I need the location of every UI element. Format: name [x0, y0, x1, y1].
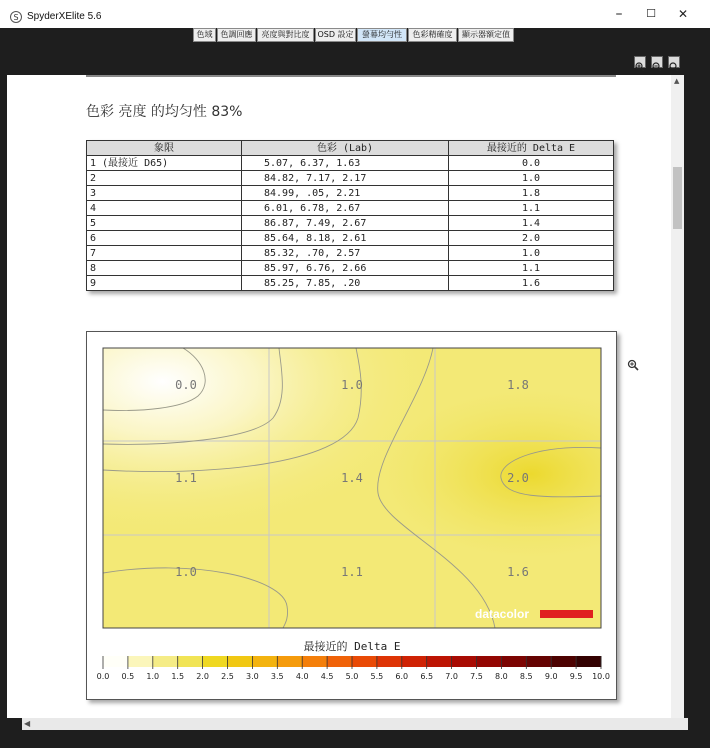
- lab-cell: 85.97, 6.76, 2.66: [242, 261, 449, 276]
- delta-e-cell: 1.6: [449, 276, 614, 291]
- tab-osd-settings[interactable]: OSD 設定: [315, 28, 356, 42]
- colorbar-tick-label: 6.5: [420, 672, 434, 681]
- delta-e-cell: 1.1: [449, 201, 614, 216]
- report-page: [7, 75, 671, 718]
- table-row: [87, 276, 614, 291]
- quadrant-cell: 6: [87, 231, 242, 246]
- quadrant-cell: 8: [87, 261, 242, 276]
- delta-e-cell: 1.1: [449, 261, 614, 276]
- title-bar: [0, 0, 710, 28]
- colorbar-tick-label: 4.0: [295, 672, 309, 681]
- brand-logo-bar: [540, 610, 593, 618]
- magnifier-icon[interactable]: [627, 359, 639, 374]
- colorbar-segment: [252, 656, 277, 667]
- colorbar-segment: [327, 656, 352, 667]
- table-row: [87, 156, 614, 171]
- colorbar-segment: [501, 656, 526, 667]
- colorbar-tick-label: 4.5: [320, 672, 334, 681]
- colorbar-tick-label: 3.5: [270, 672, 284, 681]
- cell-label: 1.0: [341, 378, 363, 392]
- colorbar-tick-label: 5.0: [345, 672, 359, 681]
- quadrant-table: [86, 140, 614, 291]
- colorbar-tick-label: 8.0: [495, 672, 508, 681]
- colorbar-segment: [477, 656, 502, 667]
- cell-label: 2.0: [507, 471, 529, 485]
- tab-screen-uniformity[interactable]: 螢幕均勻性: [357, 28, 407, 42]
- colorbar-segment: [551, 656, 576, 667]
- cell-label: 1.6: [507, 565, 529, 579]
- colorbar-tick-label: 5.5: [370, 672, 384, 681]
- colorbar-segment: [277, 656, 302, 667]
- colorbar: [97, 656, 610, 681]
- tab-display-rating[interactable]: 顯示器額定值: [458, 28, 514, 42]
- close-button[interactable]: ✕: [677, 7, 689, 21]
- lab-cell: 84.99, .05, 2.21: [242, 186, 449, 201]
- table-row: [87, 246, 614, 261]
- table-row: [87, 186, 614, 201]
- lab-cell: 85.64, 8.18, 2.61: [242, 231, 449, 246]
- col-header-quadrant: 象限: [87, 141, 242, 156]
- table-row: [87, 171, 614, 186]
- colorbar-segment: [103, 656, 128, 667]
- uniformity-chart: [87, 332, 616, 699]
- uniformity-heading: 色彩 亮度 的均匀性 83%: [86, 104, 243, 120]
- cell-label: 1.4: [341, 471, 363, 485]
- col-header-lab: 色彩 (Lab): [242, 141, 449, 156]
- colorbar-segment: [228, 656, 253, 667]
- zoom-fit-icon[interactable]: [668, 56, 680, 68]
- delta-e-cell: 1.8: [449, 186, 614, 201]
- cell-label: 0.0: [175, 378, 197, 392]
- scroll-up-arrow-icon[interactable]: ▲: [674, 77, 680, 85]
- delta-e-cell: 0.0: [449, 156, 614, 171]
- lab-cell: 86.87, 7.49, 2.67: [242, 216, 449, 231]
- zoom-in-icon[interactable]: [634, 56, 646, 68]
- colorbar-tick-label: 10.0: [592, 672, 610, 681]
- colorbar-segment: [452, 656, 477, 667]
- delta-e-cell: 1.0: [449, 246, 614, 261]
- lab-cell: 5.07, 6.37, 1.63: [242, 156, 449, 171]
- lab-cell: 6.01, 6.78, 2.67: [242, 201, 449, 216]
- vertical-scrollbar[interactable]: [671, 75, 684, 718]
- brand-logo-text: datacolor: [475, 607, 530, 621]
- quadrant-cell: 3: [87, 186, 242, 201]
- colorbar-tick-label: 2.5: [221, 672, 234, 681]
- colorbar-segment: [576, 656, 601, 667]
- tab-color-accuracy[interactable]: 色彩精確度: [408, 28, 457, 42]
- cell-label: 1.8: [507, 378, 529, 392]
- colorbar-tick-label: 3.0: [246, 672, 259, 681]
- colorbar-tick-label: 9.0: [544, 672, 558, 681]
- colorbar-segment: [203, 656, 228, 667]
- table-row: [87, 231, 614, 246]
- col-header-delta-e: 最接近的 Delta E: [449, 141, 614, 156]
- cell-label: 1.1: [341, 565, 363, 579]
- colorbar-tick-label: 7.0: [445, 672, 458, 681]
- colorbar-segment: [128, 656, 153, 667]
- table-header-row: [87, 141, 614, 156]
- colorbar-segment: [402, 656, 427, 667]
- uniformity-chart-frame: [86, 331, 617, 700]
- colorbar-segment: [526, 656, 551, 667]
- colorbar-segment: [377, 656, 402, 667]
- tab-strip: [0, 28, 710, 43]
- zoom-out-icon[interactable]: [651, 56, 663, 68]
- colorbar-tick-label: 1.5: [171, 672, 185, 681]
- lab-cell: 85.32, .70, 2.57: [242, 246, 449, 261]
- horizontal-scrollbar[interactable]: [22, 718, 688, 730]
- colorbar-segment: [427, 656, 452, 667]
- colorbar-segment: [153, 656, 178, 667]
- delta-e-cell: 1.4: [449, 216, 614, 231]
- app-icon: S: [10, 11, 22, 23]
- colorbar-segment: [178, 656, 203, 667]
- cell-label: 1.1: [175, 471, 197, 485]
- quadrant-cell: 7: [87, 246, 242, 261]
- colorbar-segment: [302, 656, 327, 667]
- quadrant-cell: 5: [87, 216, 242, 231]
- minimize-button[interactable]: –: [615, 6, 623, 22]
- maximize-button[interactable]: ☐: [646, 7, 656, 20]
- colorbar-segment: [352, 656, 377, 667]
- table-row: [87, 261, 614, 276]
- colorbar-tick-label: 9.5: [569, 672, 583, 681]
- delta-e-cell: 1.0: [449, 171, 614, 186]
- colorbar-tick-label: 0.0: [96, 672, 110, 681]
- quadrant-cell: 2: [87, 171, 242, 186]
- colorbar-tick-label: 7.5: [470, 672, 483, 681]
- lab-cell: 84.82, 7.17, 2.17: [242, 171, 449, 186]
- lab-cell: 85.25, 7.85, .20: [242, 276, 449, 291]
- colorbar-tick-label: 1.0: [146, 672, 160, 681]
- quadrant-cell: 1 (最接近 D65): [87, 156, 242, 171]
- delta-e-cell: 2.0: [449, 231, 614, 246]
- colorbar-tick-label: 8.5: [519, 672, 533, 681]
- quadrant-cell: 4: [87, 201, 242, 216]
- colorbar-title: 最接近的 Delta E: [303, 640, 401, 653]
- scroll-left-arrow-icon[interactable]: ◀: [24, 719, 31, 728]
- colorbar-tick-label: 6.0: [395, 672, 409, 681]
- page-top-divider: [86, 75, 616, 77]
- table-row: [87, 201, 614, 216]
- colorbar-tick-label: 2.0: [196, 672, 209, 681]
- zoom-toolbar: [7, 43, 687, 75]
- colorbar-tick-label: 0.5: [121, 672, 135, 681]
- vertical-scroll-thumb[interactable]: [673, 167, 682, 229]
- tab-gamut[interactable]: 色域: [193, 28, 216, 42]
- tab-brightness-contrast[interactable]: 亮度與對比度: [257, 28, 314, 42]
- table-row: [87, 216, 614, 231]
- window-title: SpyderXElite 5.6: [27, 11, 102, 22]
- tab-tone-response[interactable]: 色調回應: [217, 28, 256, 42]
- quadrant-cell: 9: [87, 276, 242, 291]
- cell-label: 1.0: [175, 565, 197, 579]
